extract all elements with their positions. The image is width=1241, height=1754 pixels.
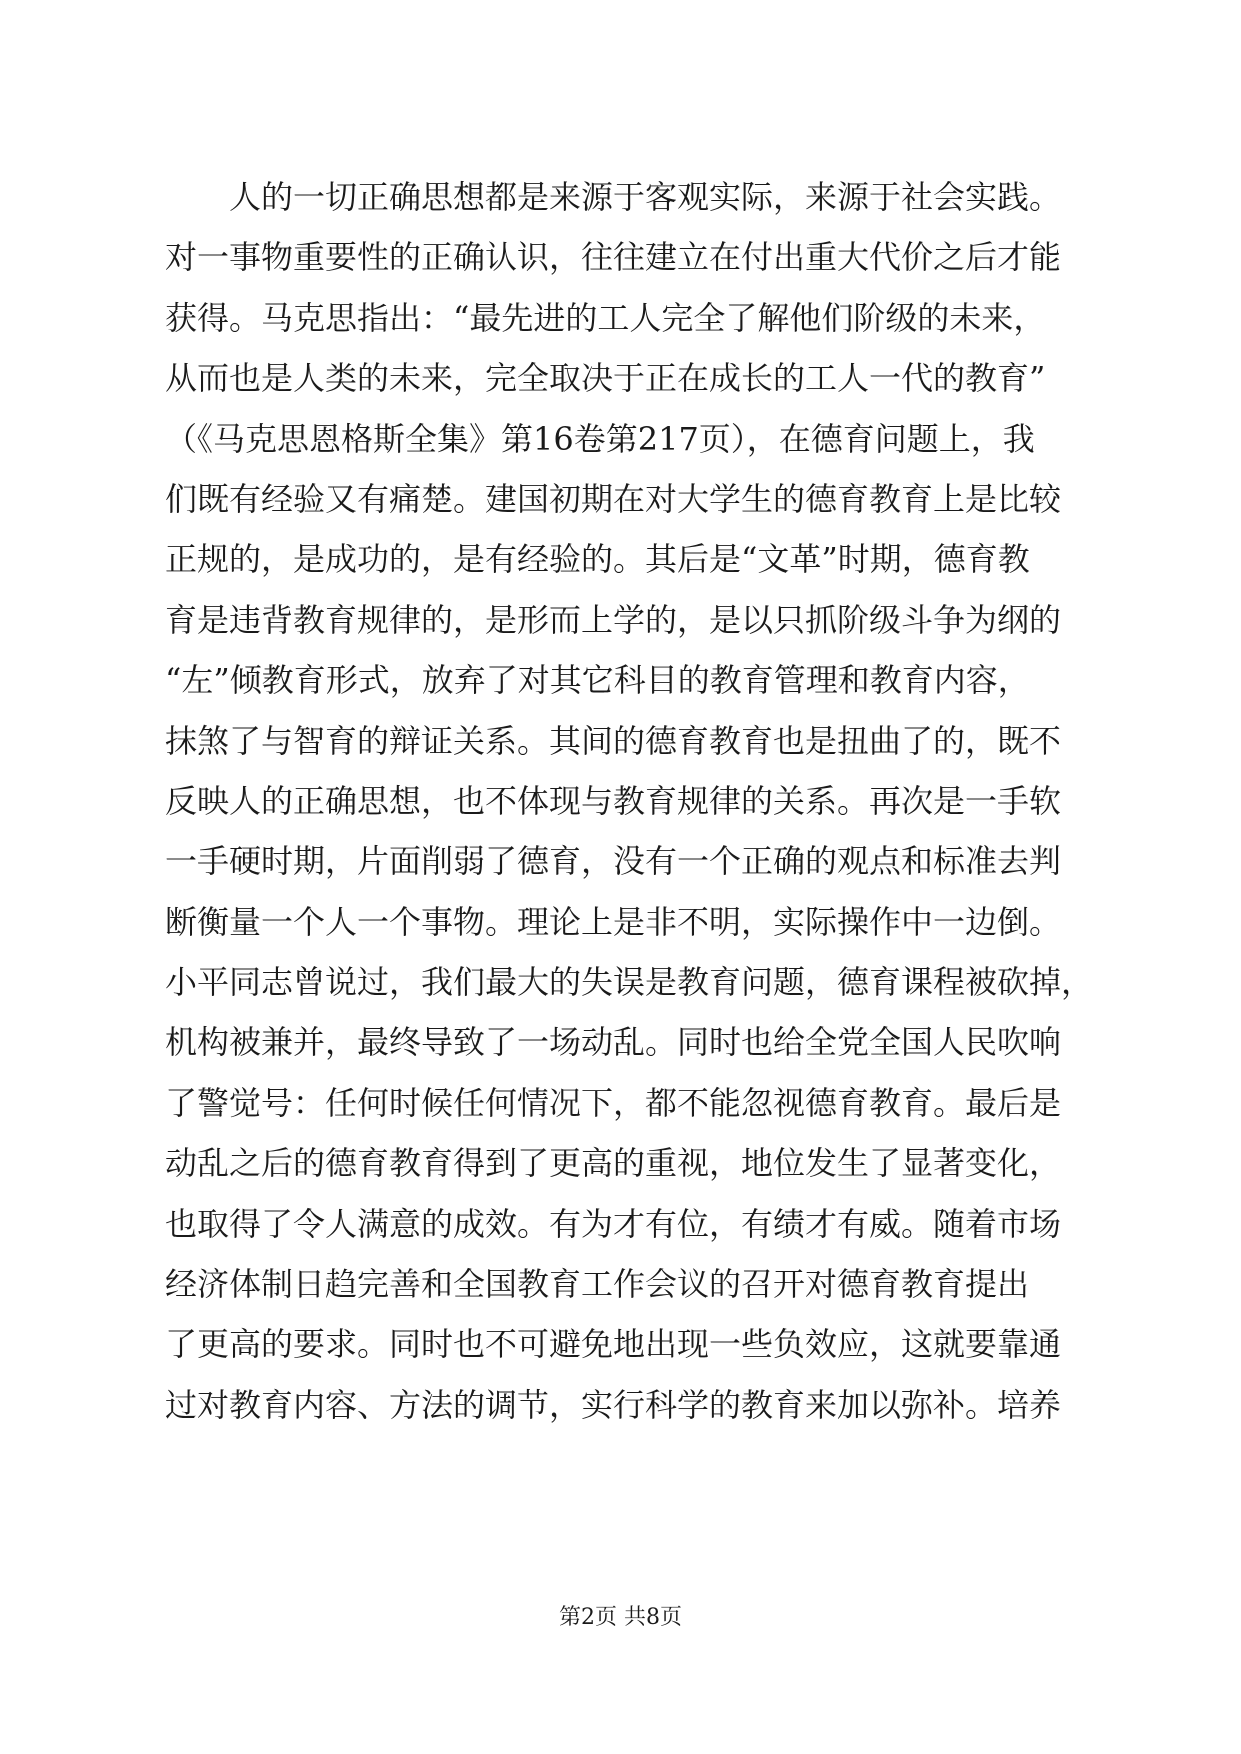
text-line: 动乱之后的德育教育得到了更高的重视，地位发生了显著变化， [165, 1144, 1062, 1183]
text-line: 从而也是人类的未来，完全取决于正在成长的工人一代的教育” [165, 359, 1046, 398]
text-line: 小平同志曾说过，我们最大的失误是教育问题，德育课程被砍掉， [165, 963, 1094, 1002]
text-line: 对一事物重要性的正确认识，往往建立在付出重大代价之后才能 [165, 238, 1062, 277]
text-line: 们既有经验又有痛楚。建国初期在对大学生的德育教育上是比较 [165, 479, 1062, 518]
text-line: 人的一切正确思想都是来源于客观实际，来源于社会实践。 [165, 178, 1062, 216]
text-line: 反映人的正确思想，也不体现与教育规律的关系。再次是一手软 [165, 781, 1062, 820]
text-line: 一手硬时期，片面削弱了德育，没有一个正确的观点和标准去判 [165, 842, 1062, 881]
page-number-footer: 第2页 共8页 [559, 1605, 682, 1630]
text-line: 机构被兼并，最终导致了一场动乱。同时也给全党全国人民吹响 [165, 1023, 1062, 1062]
text-line: 正规的，是成功的，是有经验的。其后是“文革”时期，德育教 [165, 540, 1030, 579]
text-line: 也取得了令人满意的成效。有为才有位，有绩才有威。随着市场 [165, 1204, 1062, 1243]
text-line: 了警觉号：任何时候任何情况下，都不能忽视德育教育。最后是 [165, 1083, 1062, 1122]
text-line: 了更高的要求。同时也不可避免地出现一些负效应，这就要靠通 [165, 1325, 1062, 1364]
text-line: “左”倾教育形式，放弃了对其它科目的教育管理和教育内容， [165, 661, 1030, 700]
text-line: （《马克思恩格斯全集》第16卷第217页），在德育问题上，我 [165, 419, 1035, 458]
text-line: 获得。马克思指出：“最先进的工人完全了解他们阶级的未来， [165, 298, 1046, 337]
text-line: 抹煞了与智育的辩证关系。其间的德育教育也是扭曲了的，既不 [165, 721, 1062, 760]
text-line: 育是违背教育规律的，是形而上学的，是以只抓阶级斗争为纲的 [165, 600, 1062, 639]
body-paragraph [165, 167, 1094, 1435]
text-line: 过对教育内容、方法的调节，实行科学的教育来加以弥补。培养 [165, 1385, 1062, 1424]
text-line: 断衡量一个人一个事物。理论上是非不明，实际操作中一边倒。 [165, 902, 1062, 941]
text-line: 经济体制日趋完善和全国教育工作会议的召开对德育教育提出 [165, 1265, 1030, 1304]
